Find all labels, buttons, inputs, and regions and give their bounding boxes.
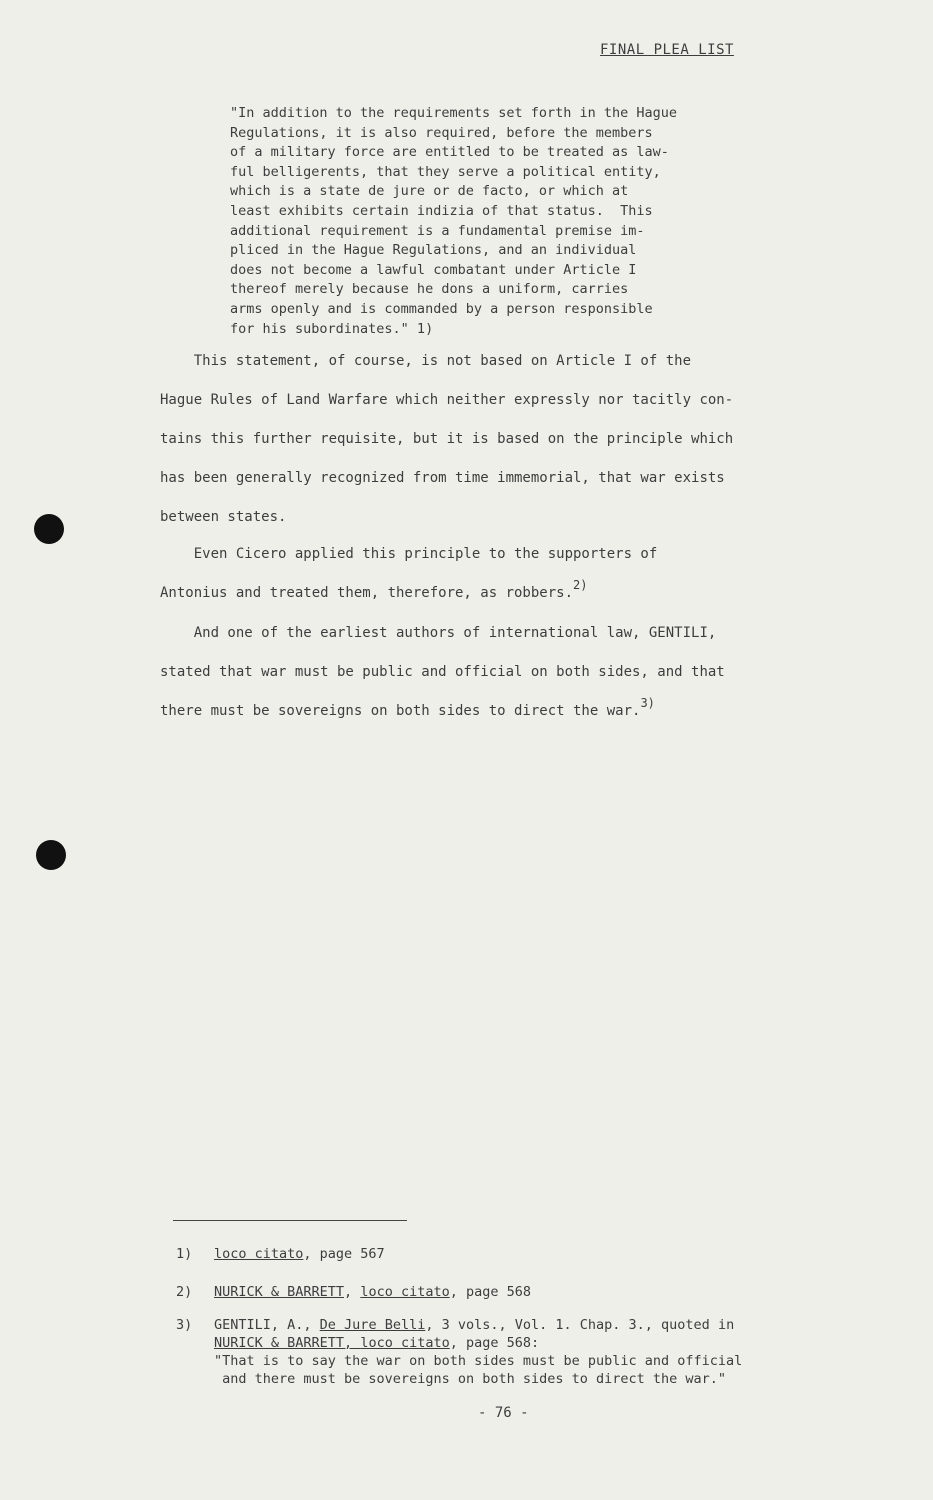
page-number: - 76 -	[478, 1405, 529, 1421]
footnote-number: 1)	[176, 1246, 193, 1262]
paragraph-statement	[160, 342, 840, 537]
footnote-quote-line: "That is to say the war on both sides must be public and official	[214, 1353, 743, 1369]
footnote-divider	[173, 1220, 407, 1221]
footnote-1	[176, 1245, 385, 1263]
paragraph-line: there must be sovereigns on both sides to direct the war.	[160, 703, 641, 719]
footnote-2	[176, 1283, 531, 1301]
paragraph-line: Antonius and treated them, therefore, as robbers.	[160, 585, 574, 601]
paragraph-line: Hague Rules of Land Warfare which neither expressly nor tacitly con-	[160, 392, 734, 408]
footnote-ref: 2)	[573, 578, 588, 593]
footnote-number: 3)	[176, 1317, 193, 1333]
quote-line: arms openly and is commanded by a person responsible	[230, 300, 653, 317]
footnote-text: , page 567	[303, 1246, 385, 1262]
footnote-title: loco citato	[214, 1246, 304, 1262]
quote-line: least exhibits certain indizia of that status. This	[230, 202, 653, 219]
quote-line: Regulations, it is also required, before the members	[230, 124, 653, 141]
footnote-ref: 3)	[640, 696, 655, 711]
footnote-separator: ,	[344, 1284, 361, 1300]
paragraph-line: This statement, of course, is not based on Article I of the	[160, 353, 692, 369]
footnote-continuation	[214, 1334, 742, 1388]
footnote-number: 2)	[176, 1284, 193, 1300]
quote-line: additional requirement is a fundamental premise im-	[230, 222, 645, 239]
quote-line: "In addition to the requirements set forth in the Hague	[230, 105, 678, 121]
header-title: FINAL PLEA LIST	[600, 42, 734, 58]
paragraph-line: Even Cicero applied this principle to the supporters of	[160, 546, 658, 562]
quote-line: ful belligerents, that they serve a political entity,	[230, 163, 661, 180]
footnote-authors: NURICK & BARRETT	[214, 1284, 345, 1300]
footnote-authors: NURICK & BARRETT,	[214, 1335, 361, 1351]
paragraph-cicero	[160, 535, 840, 613]
paragraph-line: between states.	[160, 509, 287, 525]
punch-hole	[34, 514, 64, 544]
paragraph-line: has been generally recognized from time immemorial, that war exists	[160, 470, 725, 486]
footnote-3	[176, 1316, 743, 1387]
footnote-text: , 3 vols., Vol. 1. Chap. 3., quoted in	[425, 1317, 735, 1333]
footnote-text: GENTILI, A.,	[214, 1317, 320, 1333]
footnote-title: loco citato	[360, 1284, 450, 1300]
quote-line: pliced in the Hague Regulations, and an individual	[230, 242, 637, 259]
footnote-quote-line: and there must be sovereigns on both sides to direct the war."	[214, 1371, 727, 1387]
footnote-title: De Jure Belli	[319, 1317, 426, 1333]
footnote-text: , page 568:	[449, 1335, 540, 1351]
quote-line: does not become a lawful combatant under Article I	[230, 261, 637, 278]
paragraph-line: tains this further requisite, but it is based on the principle which	[160, 431, 734, 447]
footnote-text: , page 568	[449, 1284, 531, 1300]
quote-line: for his subordinates." 1)	[230, 320, 434, 337]
paragraph-line: And one of the earliest authors of international law, GENTILI,	[160, 625, 717, 641]
punch-hole	[36, 840, 66, 870]
paragraph-line: stated that war must be public and official on both sides, and that	[160, 664, 725, 680]
block-quote	[230, 104, 790, 339]
quote-line: which is a state de jure or de facto, or which at	[230, 183, 629, 200]
quote-line: thereof merely because he dons a uniform, carries	[230, 281, 629, 298]
quote-line: of a military force are entitled to be treated as law-	[230, 144, 669, 161]
paragraph-gentili	[160, 614, 840, 731]
footnote-title: loco citato	[360, 1335, 450, 1351]
